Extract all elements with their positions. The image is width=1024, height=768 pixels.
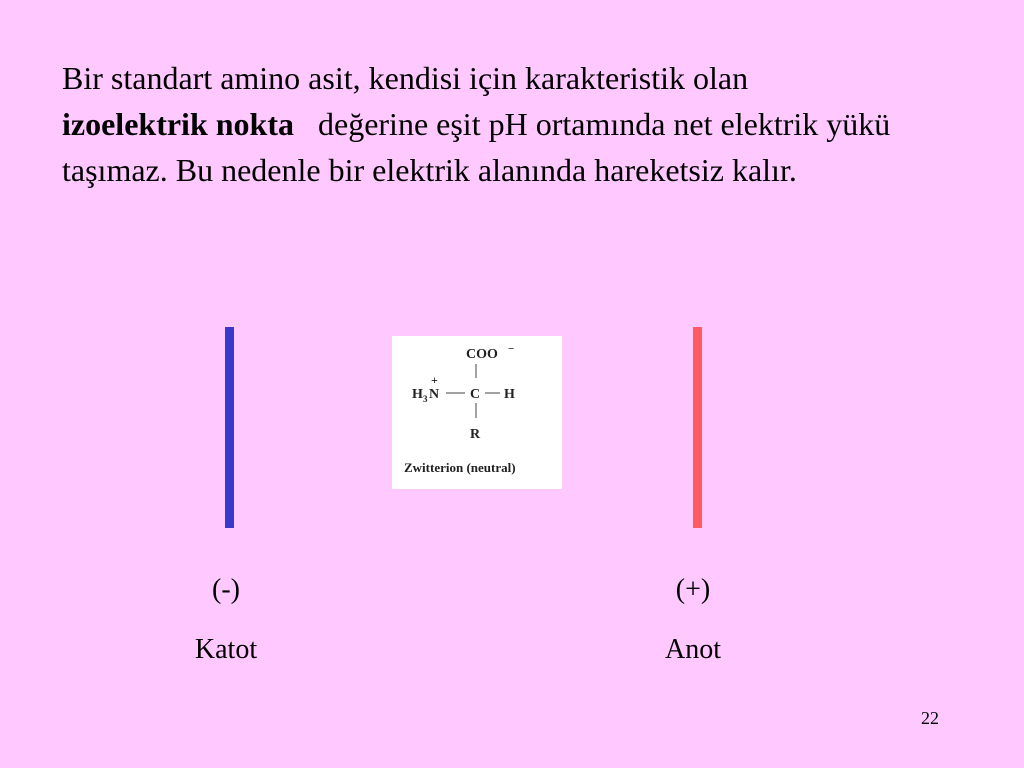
amino-hydrogen-label: H xyxy=(412,387,423,402)
cathode-sign: (-) xyxy=(212,574,240,605)
page-number: 22 xyxy=(921,708,939,728)
anode-electrode-bar xyxy=(693,327,702,528)
cathode-electrode-bar xyxy=(225,327,234,528)
anode-sign: (+) xyxy=(675,574,711,605)
hydrogen-label: H xyxy=(504,387,515,402)
alpha-carbon-label: C xyxy=(470,387,481,402)
amino-nitrogen-label: N xyxy=(429,387,440,402)
cathode-label: Katot xyxy=(194,634,258,665)
zwitterion-structure-figure xyxy=(392,336,562,489)
bold-term-isoelectric-point: izoelektrik nokta xyxy=(62,106,294,142)
zwitterion-structure-diagram xyxy=(392,336,562,489)
paragraph-intro: Bir standart amino asit, kendisi için karakteristik olan xyxy=(62,60,749,96)
amino-subscript-label: 3 xyxy=(423,394,428,404)
anode-label: Anot xyxy=(665,634,721,665)
amino-charge-label: + xyxy=(431,373,438,387)
carboxylate-charge-label: − xyxy=(508,343,515,355)
paragraph-rest: değerine eşit pH ortamında net elektrik yükü taşımaz. Bu nedenle bir elektrik alanında hareketsiz kalır. xyxy=(62,106,891,188)
figure-caption: Zwitterion (neutral) xyxy=(404,460,516,475)
body-paragraph xyxy=(62,55,982,193)
carboxylate-group-label: COO xyxy=(466,347,498,362)
side-chain-label: R xyxy=(470,427,481,442)
